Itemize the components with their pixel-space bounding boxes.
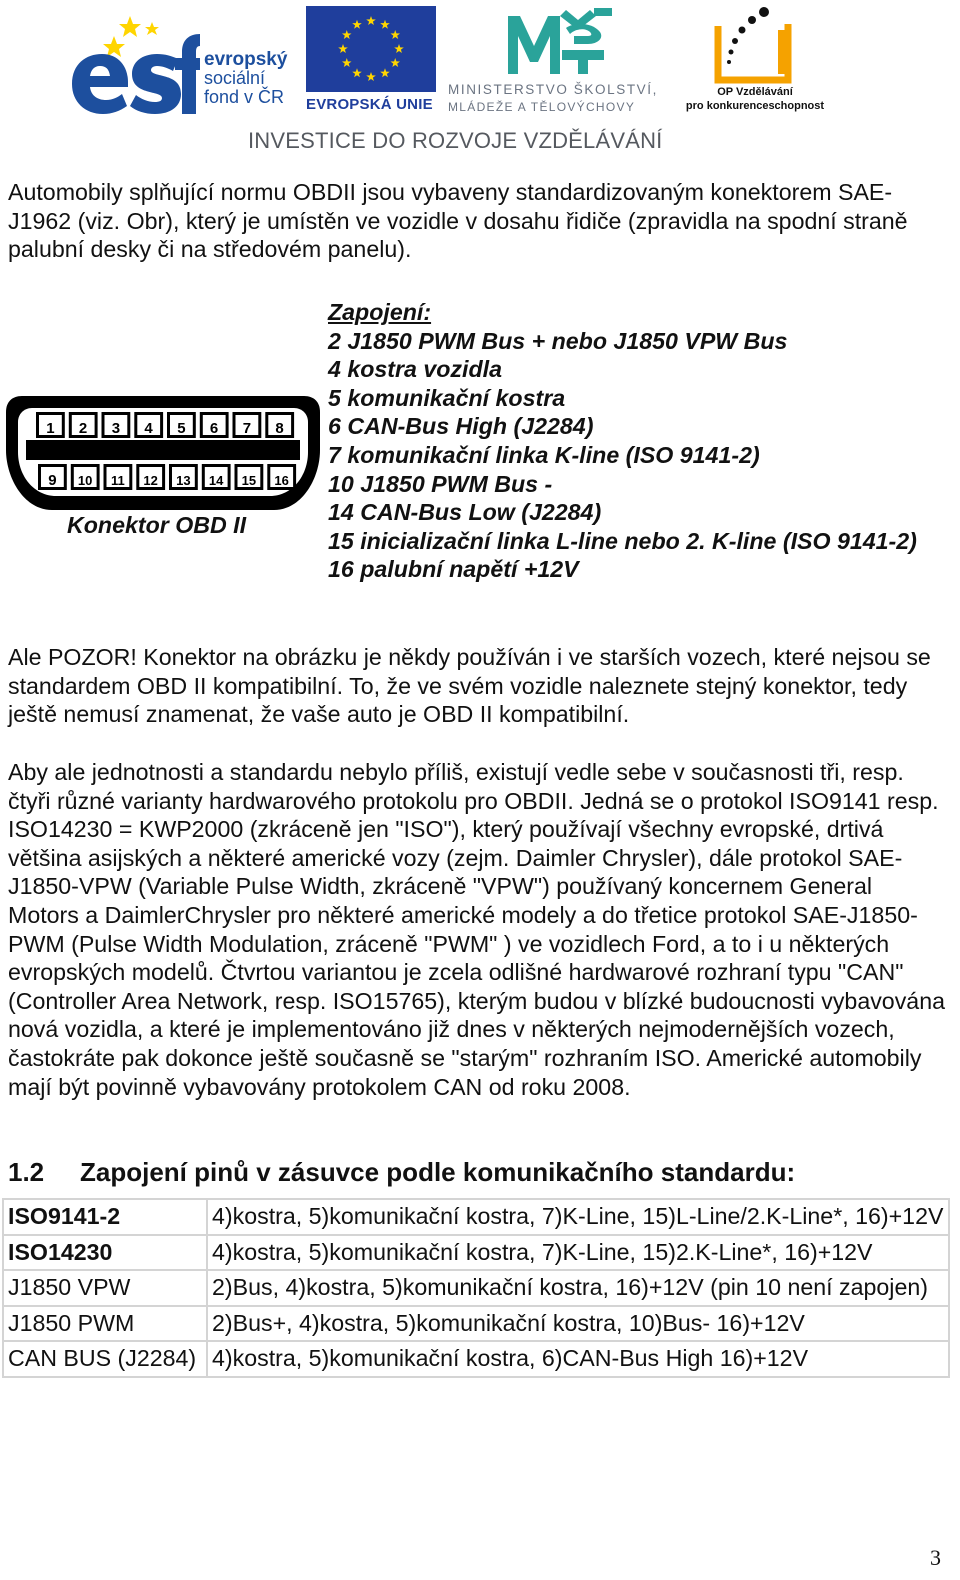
pins-cell: 4)kostra, 5)komunikační kostra, 7)K-Line, 15)2.K-Line*, 16)+12V: [207, 1235, 949, 1271]
protocols-paragraph: Aby ale jednotnosti a standardu nebylo příliš, existují vedle sebe v současnosti tři, resp. čtyři různé varianty hardwarového protokolu pro OBDII. Jedná se o protokol ISO9141 resp. ISO14230 = KWP2000 (zkráceně jen "ISO"), který používají všechny evropské, drtivá většina asijských a některé americké vozy (zejm. Daimler Chrysler), dále protokol SAE-J1850-VPW (Variable Pulse Width, zkráceně "VPW") používaný koncernem General Motors a DaimlerChrysler pro některé americké modely a do třetice protokol SAE-J1850-PWM (Pulse Width Modulation, zráceně "PWM" ) ve vozidlech Ford, a to i u některých evropských modelů. Čtvrtou variantou je zcela odlišné hardwarové rozhraní typu "CAN" (Controller Area Network, resp. ISO15765), kterým budou v blízké budoucnosti vybavována nová vozidla, a které je implementováno již dnes v některých nejmodernějších vozech, častokráte pak dokonce ještě současně se "starým" rozhraním ISO. Americké automobily mají být povinně vybavovány protokolem CAN od roku 2008.: [8, 759, 945, 1100]
bottom-pin-number: 9: [48, 472, 57, 489]
esf-logo: [70, 6, 292, 114]
section-heading: [8, 1157, 795, 1188]
standard-cell: CAN BUS (J2284): [3, 1341, 207, 1377]
top-pin-number: 5: [177, 420, 186, 437]
bottom-pin-number: 11: [111, 473, 125, 488]
op-logo: [682, 4, 832, 116]
esf-line-3: fond v ČR: [204, 87, 285, 107]
top-pin-number: 3: [111, 420, 121, 437]
esf-line-1: evropský: [204, 49, 288, 70]
section-title: Zapojení pinů v zásuvce podle komunikačního standardu:: [80, 1157, 796, 1187]
msmt-line-2: MLÁDEŽE A TĚLOVÝCHOVY: [448, 100, 636, 114]
intro-paragraph: Automobily splňující normu OBDII jsou vybaveny standardizovaným konektorem SAE-J1962 (viz. Obr), který je umístěn ve vozidle v dosahu řidiče (zpravidla na spodní straně palubní desky či na středovém panelu).: [8, 179, 908, 263]
wiring-item: 5 komunikační kostra: [328, 384, 566, 411]
eu-label: EVROPSKÁ UNIE: [306, 96, 433, 113]
op-line-2: pro konkurenceschopnost: [685, 100, 825, 112]
standard-cell: ISO9141-2: [3, 1199, 207, 1235]
header-tagline: INVESTICE DO ROZVOJE VZDĚLÁVÁNÍ: [248, 128, 663, 153]
wiring-item: 10 J1850 PWM Bus -: [328, 470, 553, 497]
bottom-pin-number: 13: [176, 473, 191, 488]
top-pin-number: 2: [78, 420, 88, 437]
bottom-pin-number: 14: [208, 473, 224, 488]
pins-cell: 4)kostra, 5)komunikační kostra, 7)K-Line, 15)L-Line/2.K-Line*, 16)+12V: [207, 1199, 949, 1235]
msmt-logo: [448, 4, 676, 116]
table-row: [3, 1235, 949, 1271]
connector-caption: Konektor OBD II: [67, 512, 247, 538]
table-row: [3, 1199, 949, 1235]
section-number: 1.2: [8, 1157, 45, 1187]
esf-logo-text: [204, 50, 287, 107]
standard-cell: ISO14230: [3, 1235, 207, 1271]
wiring-item: 6 CAN-Bus High (J2284): [328, 413, 594, 440]
wiring-title: Zapojení:: [328, 299, 432, 325]
top-pin-number: 8: [275, 420, 284, 437]
top-pin-number: 6: [209, 420, 219, 437]
bottom-pin-number: 12: [143, 473, 158, 488]
bottom-pin-number: 15: [241, 473, 257, 488]
table-row: [3, 1306, 949, 1342]
esf-logo-icon: [70, 14, 200, 114]
pins-cell: 4)kostra, 5)komunikační kostra, 6)CAN-Bus High 16)+12V: [207, 1341, 949, 1377]
pins-cell: 2)Bus, 4)kostra, 5)komunikační kostra, 16)+12V (pin 10 není zapojen): [207, 1270, 949, 1306]
bottom-pin-number: 10: [77, 473, 93, 488]
standard-cell: J1850 PWM: [3, 1306, 207, 1342]
wiring-item: 15 inicializační linka L-line nebo 2. K-line (ISO 9141-2): [328, 527, 917, 554]
msmt-logo-icon: [504, 4, 620, 76]
wiring-item: 4 kostra vozidla: [328, 356, 502, 383]
table-row: [3, 1270, 949, 1306]
wiring-item: 16 palubní napětí +12V: [328, 556, 579, 583]
top-pin-number: 1: [46, 420, 55, 437]
op-line-1: OP Vzdělávání: [717, 86, 793, 98]
warning-paragraph: Ale POZOR! Konektor na obrázku je někdy používán i ve starších vozech, které nejsou se standardem OBD II kompatibilní. To, že ve svém vozidle naleznete stejný konektor, tedy ještě nemusí znamenat, že vaše auto je OBD II kompatibilní.: [8, 644, 931, 728]
esf-line-2: sociální: [204, 68, 266, 88]
obd2-connector-icon: [6, 394, 320, 512]
pins-cell: 2)Bus+, 4)kostra, 5)komunikační kostra, 10)Bus- 16)+12V: [207, 1306, 949, 1342]
wiring-item: 7 komunikační linka K-line (ISO 9141-2): [328, 441, 760, 468]
msmt-line-1: MINISTERSTVO ŠKOLSTVÍ,: [448, 82, 658, 97]
top-pin-number: 7: [242, 420, 252, 437]
header-logos: [0, 0, 960, 160]
pin-table: [2, 1198, 950, 1378]
bottom-pin-number: 16: [274, 473, 289, 488]
eu-logo: [306, 6, 438, 114]
table-row: [3, 1341, 949, 1377]
wiring-list: [328, 298, 948, 584]
wiring-item: 2 J1850 PWM Bus + nebo J1850 VPW Bus: [328, 327, 788, 354]
standard-cell: J1850 VPW: [3, 1270, 207, 1306]
page-number: 3: [930, 1545, 941, 1570]
op-vk-logo-icon: [712, 4, 794, 86]
wiring-item: 14 CAN-Bus Low (J2284): [328, 499, 602, 526]
eu-flag-icon: [306, 6, 436, 92]
top-pin-number: 4: [144, 420, 153, 437]
